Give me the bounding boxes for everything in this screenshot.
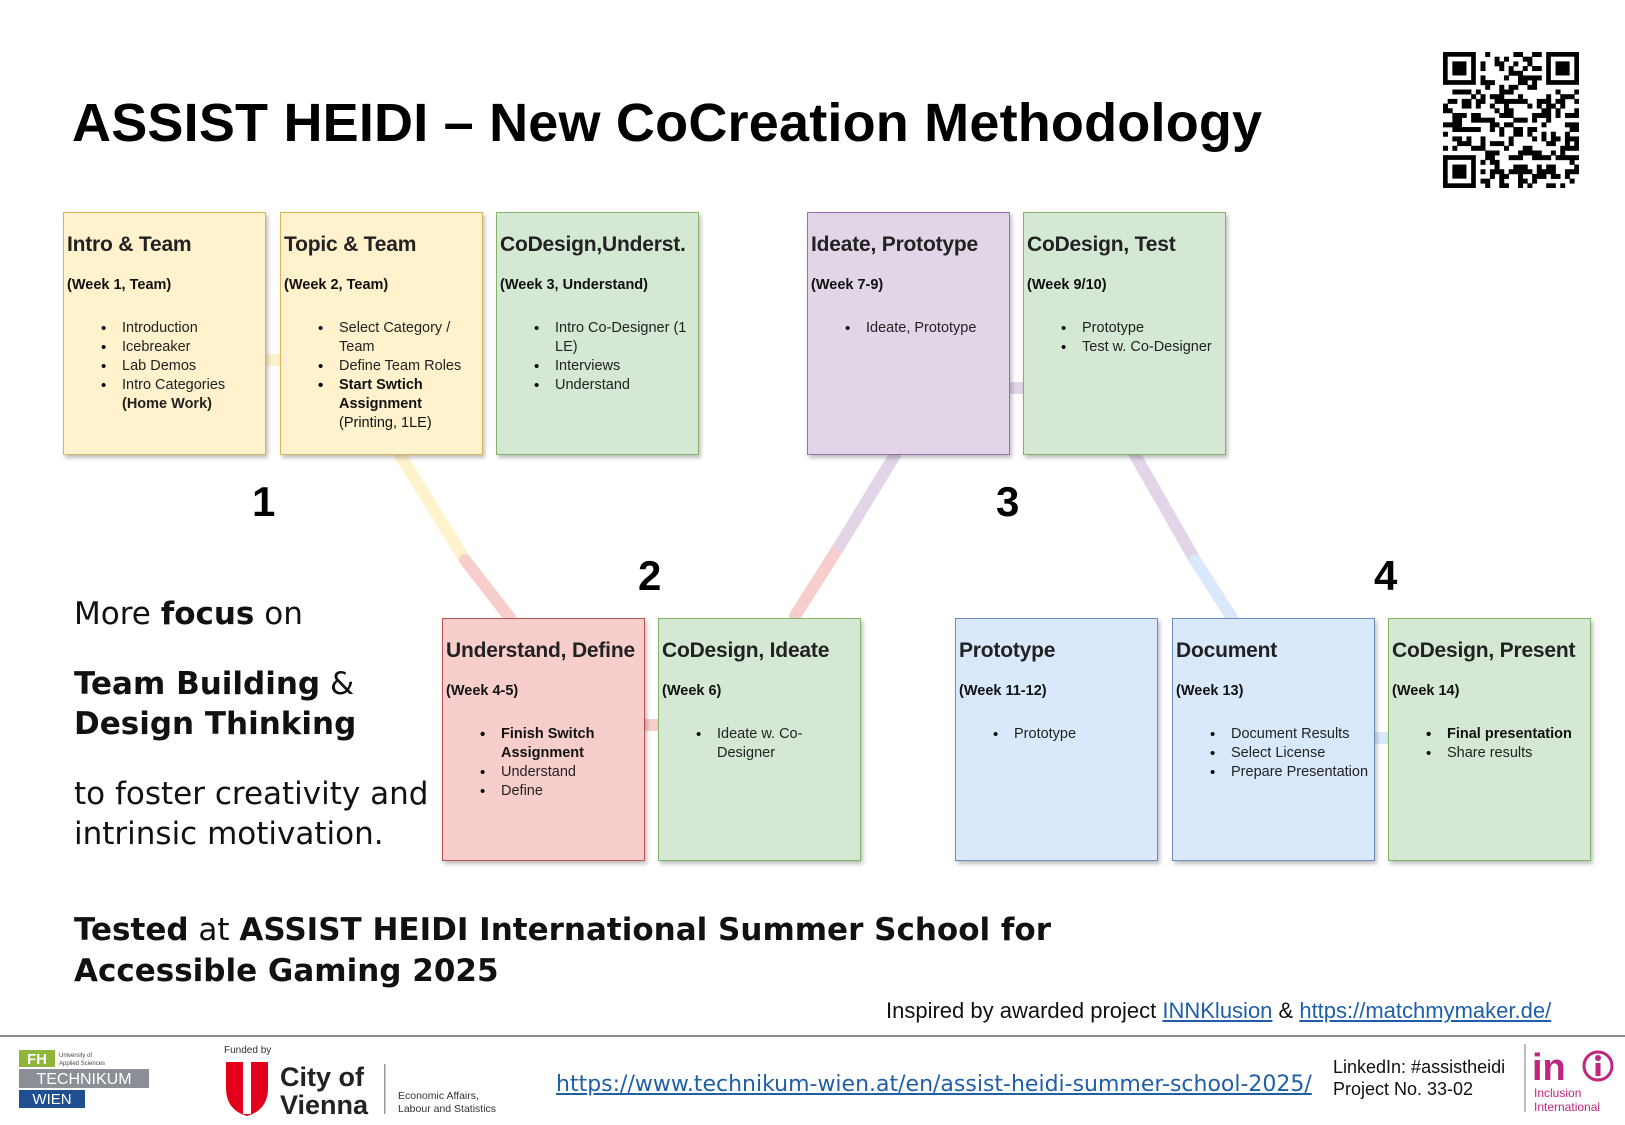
card-week: (Week 9/10) — [1027, 277, 1107, 293]
list-item-text: Intro Categories — [122, 377, 226, 393]
footer-divider — [0, 1035, 1625, 1037]
list-item: • Document Results — [1210, 725, 1371, 744]
card-title: Topic & Team — [284, 233, 417, 256]
card-understand-define — [442, 618, 645, 861]
foster-text-2: intrinsic motivation. — [74, 816, 384, 852]
card-items — [1176, 725, 1371, 782]
inspired-text — [886, 998, 1551, 1024]
focus-text-c: on — [254, 596, 303, 632]
economic-affairs-text: Economic Affairs, — [398, 1090, 479, 1102]
card-ideate-prototype — [807, 212, 1010, 455]
focus-text — [74, 594, 303, 634]
tested-at: at — [188, 912, 240, 948]
international-text: International — [1534, 1100, 1601, 1114]
inclusion-text: Inclusion — [1534, 1086, 1582, 1100]
list-item: • Test w. Co-Designer — [1061, 338, 1222, 357]
tested-text — [74, 910, 1051, 992]
card-week: (Week 2, Team) — [284, 277, 389, 293]
list-item — [101, 376, 262, 414]
card-prototype — [955, 618, 1158, 861]
connector-7-9-upper — [1135, 455, 1195, 560]
tested-bold: Tested — [74, 912, 189, 948]
card-week: (Week 11-12) — [959, 683, 1047, 699]
phase-number-3: 3 — [996, 478, 1020, 525]
phase-number-1: 1 — [252, 478, 276, 525]
fh-badge-text: FH — [27, 1051, 47, 1068]
card-title: Understand, Define — [446, 639, 635, 662]
fh-small-text-1: University of — [59, 1053, 93, 1059]
card-intro-team — [63, 212, 266, 455]
connector-7-9-lower — [1195, 560, 1232, 618]
fh-wien-text: WIEN — [32, 1091, 72, 1108]
inspired-amp: & — [1272, 998, 1300, 1023]
list-item-sub: (Printing, 1LE) — [339, 415, 432, 431]
card-week: (Week 1, Team) — [67, 277, 172, 293]
list-item: • Prototype — [1061, 319, 1222, 338]
foster-text-1: to foster creativity and — [74, 776, 429, 812]
card-title: Document — [1176, 639, 1278, 662]
card-week: (Week 6) — [662, 683, 722, 699]
design-thinking-text — [74, 704, 356, 744]
fh-technikum-logo[interactable] — [19, 1047, 149, 1109]
card-items — [446, 725, 641, 801]
list-item: • Share results — [1426, 744, 1587, 763]
card-title: CoDesign, Test — [1027, 233, 1176, 256]
card-title: Prototype — [959, 639, 1056, 662]
list-item: • Icebreaker — [101, 338, 262, 357]
list-item: • Prepare Presentation — [1210, 763, 1371, 782]
card-items — [1027, 319, 1222, 357]
list-item: • Ideate, Prototype — [845, 319, 1006, 338]
card-week: (Week 4-5) — [446, 683, 519, 699]
list-item: • Finish Switch Assignment — [480, 725, 641, 763]
card-codesign-ideate — [658, 618, 861, 861]
list-item: • Lab Demos — [101, 357, 262, 376]
city-of-vienna-logo[interactable] — [224, 1044, 514, 1116]
matchmymaker-link[interactable]: https://matchmymaker.de/ — [1299, 998, 1552, 1023]
card-title: CoDesign, Present — [1392, 639, 1576, 662]
funded-by-text: Funded by — [224, 1045, 272, 1056]
phase-number-2: 2 — [638, 552, 662, 599]
card-document — [1172, 618, 1375, 861]
project-number: Project No. 33-02 — [1333, 1079, 1474, 1099]
list-item: • Select License — [1210, 744, 1371, 763]
list-item: • Interviews — [534, 357, 695, 376]
team-building-bold: Team Building — [74, 666, 321, 702]
list-item: • Ideate w. Co-Designer — [696, 725, 857, 763]
card-title: Intro & Team — [67, 233, 192, 256]
team-building-amp: & — [320, 666, 355, 702]
card-title: CoDesign, Ideate — [662, 639, 830, 662]
card-items — [67, 319, 262, 414]
linkedin-info — [1333, 1056, 1505, 1100]
list-item: • Understand — [480, 763, 641, 782]
page-title: ASSIST HEIDI – New CoCreation Methodology — [72, 93, 1263, 153]
labour-statistics-text: Labour and Statistics — [398, 1103, 497, 1115]
card-week: (Week 3, Understand) — [500, 277, 648, 293]
tested-gaming: Accessible Gaming 2025 — [74, 953, 499, 989]
fh-small-text-2: Applied Sciences — [59, 1061, 106, 1067]
connector-5-6-upper — [840, 455, 895, 545]
card-topic-team — [280, 212, 483, 455]
connector-2-4-upper — [400, 455, 465, 560]
list-item: • Final presentation — [1426, 725, 1587, 744]
card-week: (Week 13) — [1176, 683, 1244, 699]
linkedin-hashtag: LinkedIn: #assistheidi — [1333, 1057, 1506, 1077]
list-item: • Select Category / Team — [318, 319, 479, 357]
list-item — [318, 376, 479, 433]
team-building-text — [74, 664, 354, 704]
in-mark-text: in — [1532, 1047, 1566, 1089]
tested-school: ASSIST HEIDI International Summer School for — [239, 912, 1052, 948]
connector-2-4-lower — [465, 560, 510, 618]
list-item: • Define — [480, 782, 641, 801]
card-items — [959, 725, 1154, 744]
inclusion-international-logo[interactable] — [1524, 1042, 1619, 1114]
card-items — [1392, 725, 1587, 763]
list-item-sub: (Home Work) — [122, 396, 212, 412]
phase-number-4: 4 — [1374, 552, 1398, 599]
focus-text-a: More — [74, 596, 161, 632]
list-item: • Prototype — [993, 725, 1154, 744]
card-items — [662, 725, 857, 763]
card-codesign-test — [1023, 212, 1226, 455]
connector-5-6-lower — [795, 545, 840, 616]
inspired-prefix: Inspired by awarded project — [886, 998, 1163, 1023]
fh-technikum-text: TECHNIKUM — [36, 1071, 132, 1088]
design-thinking-bold: Design Thinking — [74, 706, 357, 742]
card-codesign-underst — [496, 212, 699, 455]
summer-school-link[interactable]: https://www.technikum-wien.at/en/assist-heidi-summer-school-2025/ — [556, 1072, 1312, 1097]
card-week: (Week 7-9) — [811, 277, 884, 293]
innklusion-link[interactable]: INNKlusion — [1162, 998, 1273, 1023]
card-title: CoDesign,Underst. — [500, 233, 686, 256]
city-of-text: City of — [280, 1062, 364, 1092]
card-items — [811, 319, 1006, 338]
card-codesign-present — [1388, 618, 1591, 861]
vienna-text: Vienna — [280, 1090, 369, 1116]
card-week: (Week 14) — [1392, 683, 1460, 699]
focus-text-b: focus — [160, 596, 255, 632]
card-items — [284, 319, 479, 433]
list-item-text: Start Swtich Assignment — [339, 377, 423, 412]
list-item: • Define Team Roles — [318, 357, 479, 376]
list-item: • Understand — [534, 376, 695, 395]
card-title: Ideate, Prototype — [811, 233, 978, 256]
list-item: • Intro Co-Designer (1 LE) — [534, 319, 695, 357]
list-item: • Introduction — [101, 319, 262, 338]
card-items — [500, 319, 695, 395]
